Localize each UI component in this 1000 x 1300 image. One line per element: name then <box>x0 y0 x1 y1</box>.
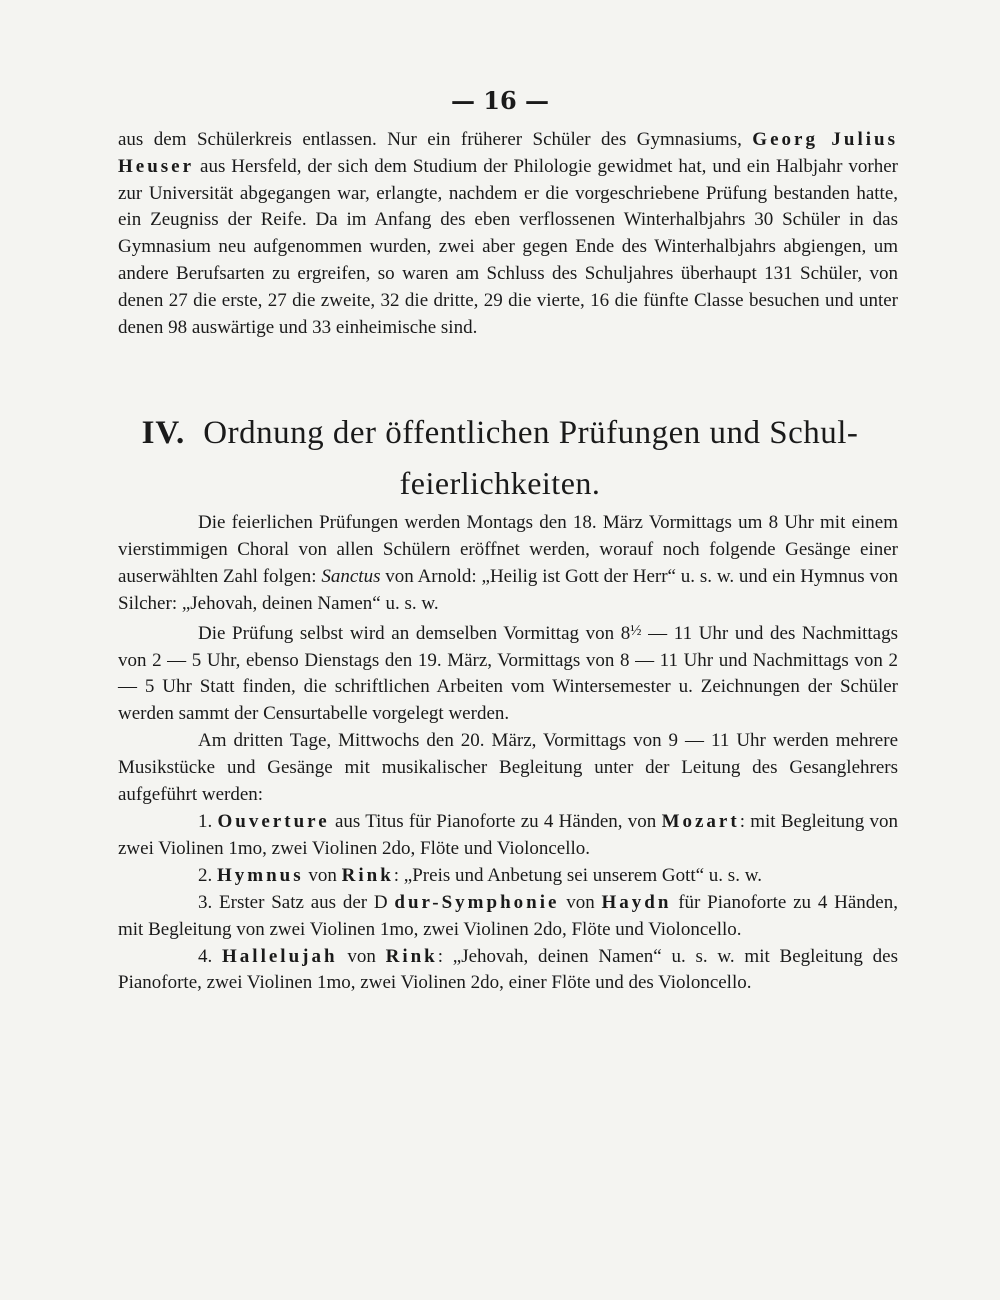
item-3-work: dur-Symphonie <box>394 891 560 913</box>
program-item-4 <box>118 944 898 998</box>
item-2-work: Hymnus <box>217 864 304 886</box>
paragraph-opening-text: Die feierlichen Prüfungen werden Montags den 18. März Vormittags um 8 Uhr mit einem vierstimmigen Choral von allen Schülern eröffnet werden, worauf noch folgende Gesänge einer auserwählten Zahl folgen: <box>118 512 898 587</box>
item-4-number: 4. <box>198 945 223 967</box>
item-4-rest: : „Jehovah, deinen Namen“ u. s. w. mit Begleitung des Pianoforte, zwei Violinen 1mo, zwei Violinen 2do, einer Flöte und des Violoncello. <box>118 945 899 994</box>
paragraph-opening <box>118 510 898 618</box>
heading-title-line1: Ordnung der öffentlichen Prüfungen und Schul- <box>203 415 859 451</box>
paragraph-third-day: Am dritten Tage, Mittwochs den 20. März, Vormittags von 9 — 11 Uhr werden mehrere Musikstücke und Gesänge mit musikalischer Begleitung unter der Leitung des Gesanglehrers aufgeführt werden: <box>118 730 898 806</box>
heading-title-line2: feierlichkeiten. <box>399 465 601 501</box>
item-1-composer: Mozart <box>661 810 740 832</box>
intro-text <box>118 127 898 341</box>
exam-schedule-text: Die Prüfung selbst wird an demselben Vormittag von 8 <box>198 622 631 644</box>
item-2-composer: Rink <box>341 864 394 886</box>
intro-paragraph <box>118 127 898 341</box>
program-item-1 <box>118 809 898 863</box>
item-2-number: 2. <box>198 864 217 886</box>
item-2-text: von <box>303 864 342 886</box>
item-3-rest: für Pianoforte zu 4 Händen, mit Begleitung von zwei Violinen 1mo, zwei Violinen 2do, Flöte und Violoncello. <box>118 891 898 940</box>
section-heading <box>0 410 1000 506</box>
item-1-text: aus Titus für Pianoforte zu 4 Händen, von <box>329 810 662 832</box>
program-item-2 <box>118 863 898 890</box>
half-fraction: ½ <box>630 622 642 639</box>
program-item-3 <box>118 890 898 944</box>
item-3-text: 3. Erster Satz aus der D <box>198 891 395 913</box>
item-4-composer: Rink <box>385 945 438 967</box>
sanctus-title: Sanctus <box>321 565 381 587</box>
item-4-work: Hallelujah <box>222 945 338 967</box>
page-number: — 16 — <box>450 86 550 115</box>
item-4-text: von <box>337 945 386 967</box>
item-3-composer: Haydn <box>601 891 672 913</box>
person-name: Georg Julius Heuser <box>118 129 898 177</box>
intro-text-start: aus dem Schülerkreis entlassen. Nur ein früherer Schüler des Gymnasiums, <box>118 129 753 150</box>
item-2-rest: : „Preis und Anbetung sei unserem Gott“ u. s. w. <box>393 864 762 886</box>
exam-schedule-rest: — 11 Uhr und des Nachmittags von 2 — 5 Uhr, ebenso Dienstags den 19. März, Vormittags von 8 — 11 Uhr und Nachmittags von 2 — 5 Uhr Statt finden, die schriftlichen Arbeiten vom Wintersemester u. Zeichnungen der Schüler werden sammt der Censurtabelle vorgelegt werden. <box>118 622 899 725</box>
item-3-connector: von <box>559 891 602 913</box>
item-1-rest: : mit Begleitung von zwei Violinen 1mo, zwei Violinen 2do, Flöte und Violoncello. <box>118 810 899 859</box>
item-1-work: Ouverture <box>217 810 330 832</box>
intro-text-rest: aus Hersfeld, der sich dem Studium der Philologie gewidmet hat, und ein Halbjahr vorher zur Universität abgegangen war, erlangte, nachdem er die vorgeschriebene Prüfung bestanden hatte, ein Zeugniss der Reife. Da im Anfang des eben verflossenen Winterhalbjahrs 30 Schüler in das Gymnasium neu aufgenommen wurden, zwei aber gegen Ende des Winterhalbjahrs abgiengen, um andere Berufsarten zu ergreifen, so waren am Schluss des Schuljahres überhaupt 131 Schüler, von denen 27 die erste, 27 die zweite, 32 die dritte, 29 die vierte, 16 die fünfte Classe besuchen und unter denen 98 auswärtige und 33 einheimische sind. <box>118 155 898 338</box>
heading-line-1 <box>0 410 1000 456</box>
section-numeral: IV. <box>141 415 186 451</box>
paragraph-opening-rest: von Arnold: „Heilig ist Gott der Herr“ u. s. w. und ein Hymnus von Silcher: „Jehovah, deinen Namen“ u. s. w. <box>118 565 899 614</box>
paragraph-exam-schedule <box>118 618 898 729</box>
section-body <box>118 510 898 997</box>
item-1-number: 1. <box>198 810 218 832</box>
